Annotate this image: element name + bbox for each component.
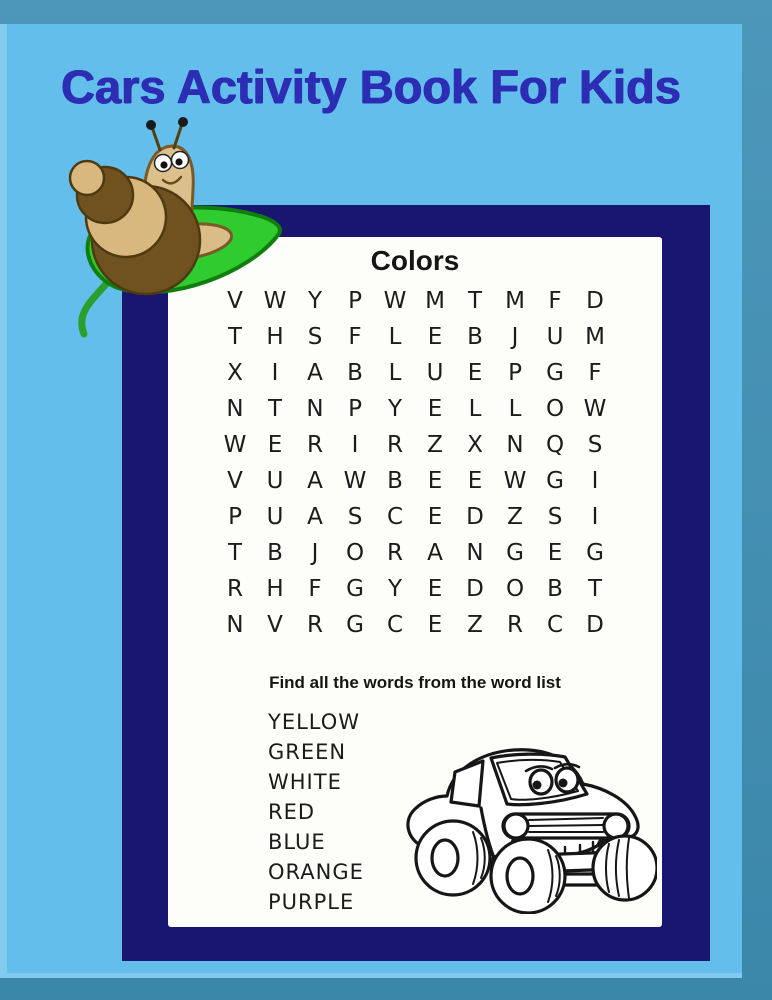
grid-cell-r4c9: O bbox=[545, 396, 565, 422]
grid-cell-r8c8: G bbox=[506, 540, 524, 566]
grid-cell-r4c1: N bbox=[226, 396, 244, 422]
grid-cell-r6c10: I bbox=[591, 468, 599, 494]
puzzle-title: Colors bbox=[370, 245, 460, 276]
grid-cell-r1c1: V bbox=[227, 288, 243, 314]
car-headlight-right bbox=[604, 814, 628, 838]
grid-cell-r1c5: W bbox=[383, 288, 407, 314]
grid-cell-r5c1: W bbox=[223, 432, 247, 458]
leaf-stem bbox=[82, 282, 108, 334]
grid-cell-r1c10: D bbox=[586, 288, 604, 314]
grid-cell-r10c4: G bbox=[346, 612, 364, 638]
grid-cell-r3c3: A bbox=[307, 360, 323, 386]
grid-cell-r4c3: N bbox=[306, 396, 324, 422]
grid-cell-r10c9: C bbox=[546, 612, 564, 638]
snail-illustration bbox=[46, 114, 294, 342]
grid-cell-r2c4: F bbox=[348, 324, 362, 350]
grid-cell-r7c7: D bbox=[466, 504, 484, 530]
grid-cell-r9c3: F bbox=[308, 576, 322, 602]
grid-cell-r4c7: L bbox=[468, 396, 482, 422]
car-pupil-left bbox=[533, 781, 542, 790]
grid-cell-r8c7: N bbox=[466, 540, 484, 566]
grid-cell-r2c7: B bbox=[467, 324, 483, 350]
grid-cell-r9c8: O bbox=[505, 576, 525, 602]
grid-cell-r8c1: T bbox=[227, 540, 243, 566]
grid-cell-r3c7: E bbox=[467, 360, 483, 386]
grid-cell-r3c6: U bbox=[426, 360, 444, 386]
grid-cell-r3c8: P bbox=[508, 360, 522, 386]
grid-cell-r9c2: H bbox=[266, 576, 284, 602]
grid-cell-r2c3: S bbox=[307, 324, 323, 350]
grid-cell-r8c10: G bbox=[586, 540, 604, 566]
grid-cell-r8c6: A bbox=[427, 540, 443, 566]
grid-cell-r4c2: T bbox=[267, 396, 283, 422]
grid-cell-r6c1: V bbox=[227, 468, 243, 494]
grid-cell-r2c5: L bbox=[388, 324, 402, 350]
grid-cell-r7c8: Z bbox=[507, 504, 523, 530]
grid-cell-r1c2: W bbox=[263, 288, 287, 314]
grid-cell-r10c7: Z bbox=[467, 612, 483, 638]
grid-cell-r4c5: Y bbox=[387, 396, 403, 422]
car-eye-left bbox=[530, 770, 552, 794]
word-list-item: RED bbox=[268, 800, 316, 824]
word-list-item: BLUE bbox=[268, 830, 326, 854]
grid-cell-r10c6: E bbox=[427, 612, 443, 638]
grid-cell-r3c1: X bbox=[227, 360, 243, 386]
grid-cell-r1c4: P bbox=[348, 288, 362, 314]
car-illustration bbox=[395, 726, 657, 914]
grid-cell-r7c2: U bbox=[266, 504, 284, 530]
grid-cell-r9c4: G bbox=[346, 576, 364, 602]
grid-cell-r10c3: R bbox=[307, 612, 323, 638]
grid-cell-r5c9: Q bbox=[545, 432, 565, 458]
grid-cell-r1c6: M bbox=[425, 288, 445, 314]
car-hub-rear bbox=[432, 840, 458, 876]
grid-cell-r5c7: X bbox=[467, 432, 483, 458]
grid-cell-r8c5: R bbox=[387, 540, 403, 566]
grid-cell-r7c6: E bbox=[427, 504, 443, 530]
grid-cell-r5c8: N bbox=[506, 432, 524, 458]
grid-cell-r10c10: D bbox=[586, 612, 604, 638]
puzzle-instruction: Find all the words from the word list bbox=[269, 673, 561, 692]
grid-cell-r6c3: A bbox=[307, 468, 323, 494]
grid-cell-r1c3: Y bbox=[307, 288, 323, 314]
grid-cell-r9c9: B bbox=[547, 576, 563, 602]
grid-cell-r6c5: B bbox=[387, 468, 403, 494]
grid-cell-r6c6: E bbox=[427, 468, 443, 494]
car-pupil-right bbox=[559, 779, 568, 788]
grid-cell-r3c5: L bbox=[388, 360, 402, 386]
word-list-item: GREEN bbox=[268, 740, 347, 764]
grid-cell-r2c1: T bbox=[227, 324, 243, 350]
grid-cell-r3c9: G bbox=[546, 360, 564, 386]
grid-cell-r4c4: P bbox=[348, 396, 362, 422]
grid-cell-r10c2: V bbox=[267, 612, 283, 638]
grid-cell-r2c9: U bbox=[546, 324, 564, 350]
grid-cell-r8c4: O bbox=[345, 540, 365, 566]
car-headlight-left bbox=[504, 814, 528, 838]
grid-cell-r2c10: M bbox=[585, 324, 605, 350]
grid-cell-r6c9: G bbox=[546, 468, 564, 494]
grid-cell-r1c7: T bbox=[467, 288, 483, 314]
grid-cell-r7c3: A bbox=[307, 504, 323, 530]
grid-cell-r5c6: Z bbox=[427, 432, 443, 458]
grid-cell-r10c1: N bbox=[226, 612, 244, 638]
grid-cell-r8c3: J bbox=[311, 540, 319, 566]
grid-cell-r9c6: E bbox=[427, 576, 443, 602]
grid-cell-r7c10: I bbox=[591, 504, 599, 530]
grid-cell-r3c10: F bbox=[588, 360, 602, 386]
grid-cell-r7c9: S bbox=[547, 504, 563, 530]
car-eye-right bbox=[556, 768, 578, 792]
grid-cell-r7c1: P bbox=[228, 504, 242, 530]
grid-cell-r2c6: E bbox=[427, 324, 443, 350]
grid-cell-r7c5: C bbox=[386, 504, 404, 530]
word-list-item: PURPLE bbox=[268, 890, 355, 914]
grid-cell-r6c2: U bbox=[266, 468, 284, 494]
car-wheel-right bbox=[593, 836, 657, 900]
grid-cell-r1c8: M bbox=[505, 288, 525, 314]
grid-cell-r6c8: W bbox=[503, 468, 527, 494]
grid-cell-r4c10: W bbox=[583, 396, 607, 422]
grid-cell-r6c4: W bbox=[343, 468, 367, 494]
grid-cell-r9c10: T bbox=[587, 576, 603, 602]
grid-cell-r5c4: I bbox=[351, 432, 359, 458]
word-list-item: WHITE bbox=[268, 770, 342, 794]
grid-cell-r9c5: Y bbox=[387, 576, 403, 602]
grid-cell-r4c6: E bbox=[427, 396, 443, 422]
grid-cell-r5c10: S bbox=[587, 432, 603, 458]
grid-cell-r5c2: E bbox=[267, 432, 283, 458]
grid-cell-r7c4: S bbox=[347, 504, 363, 530]
grid-cell-r4c8: L bbox=[508, 396, 522, 422]
grid-cell-r9c1: R bbox=[227, 576, 243, 602]
car-side-window bbox=[451, 761, 483, 806]
grid-cell-r1c9: F bbox=[548, 288, 562, 314]
grid-cell-r9c7: D bbox=[466, 576, 484, 602]
snail-antennae bbox=[146, 117, 188, 150]
grid-cell-r10c8: R bbox=[507, 612, 523, 638]
grid-cell-r5c3: R bbox=[307, 432, 323, 458]
grid-cell-r6c7: E bbox=[467, 468, 483, 494]
grid-cell-r3c2: I bbox=[271, 360, 279, 386]
grid-cell-r10c5: C bbox=[386, 612, 404, 638]
word-list-item: ORANGE bbox=[268, 860, 364, 884]
grid-cell-r8c2: B bbox=[267, 540, 283, 566]
grid-cell-r2c8: J bbox=[511, 324, 519, 350]
word-list-item: YELLOW bbox=[268, 710, 361, 734]
grid-cell-r2c2: H bbox=[266, 324, 284, 350]
grid-cell-r5c5: R bbox=[387, 432, 403, 458]
book-title: Cars Activity Book For Kids bbox=[61, 60, 681, 113]
grid-cell-r8c9: E bbox=[547, 540, 563, 566]
car-hub-front bbox=[507, 858, 533, 894]
grid-cell-r3c4: B bbox=[347, 360, 363, 386]
